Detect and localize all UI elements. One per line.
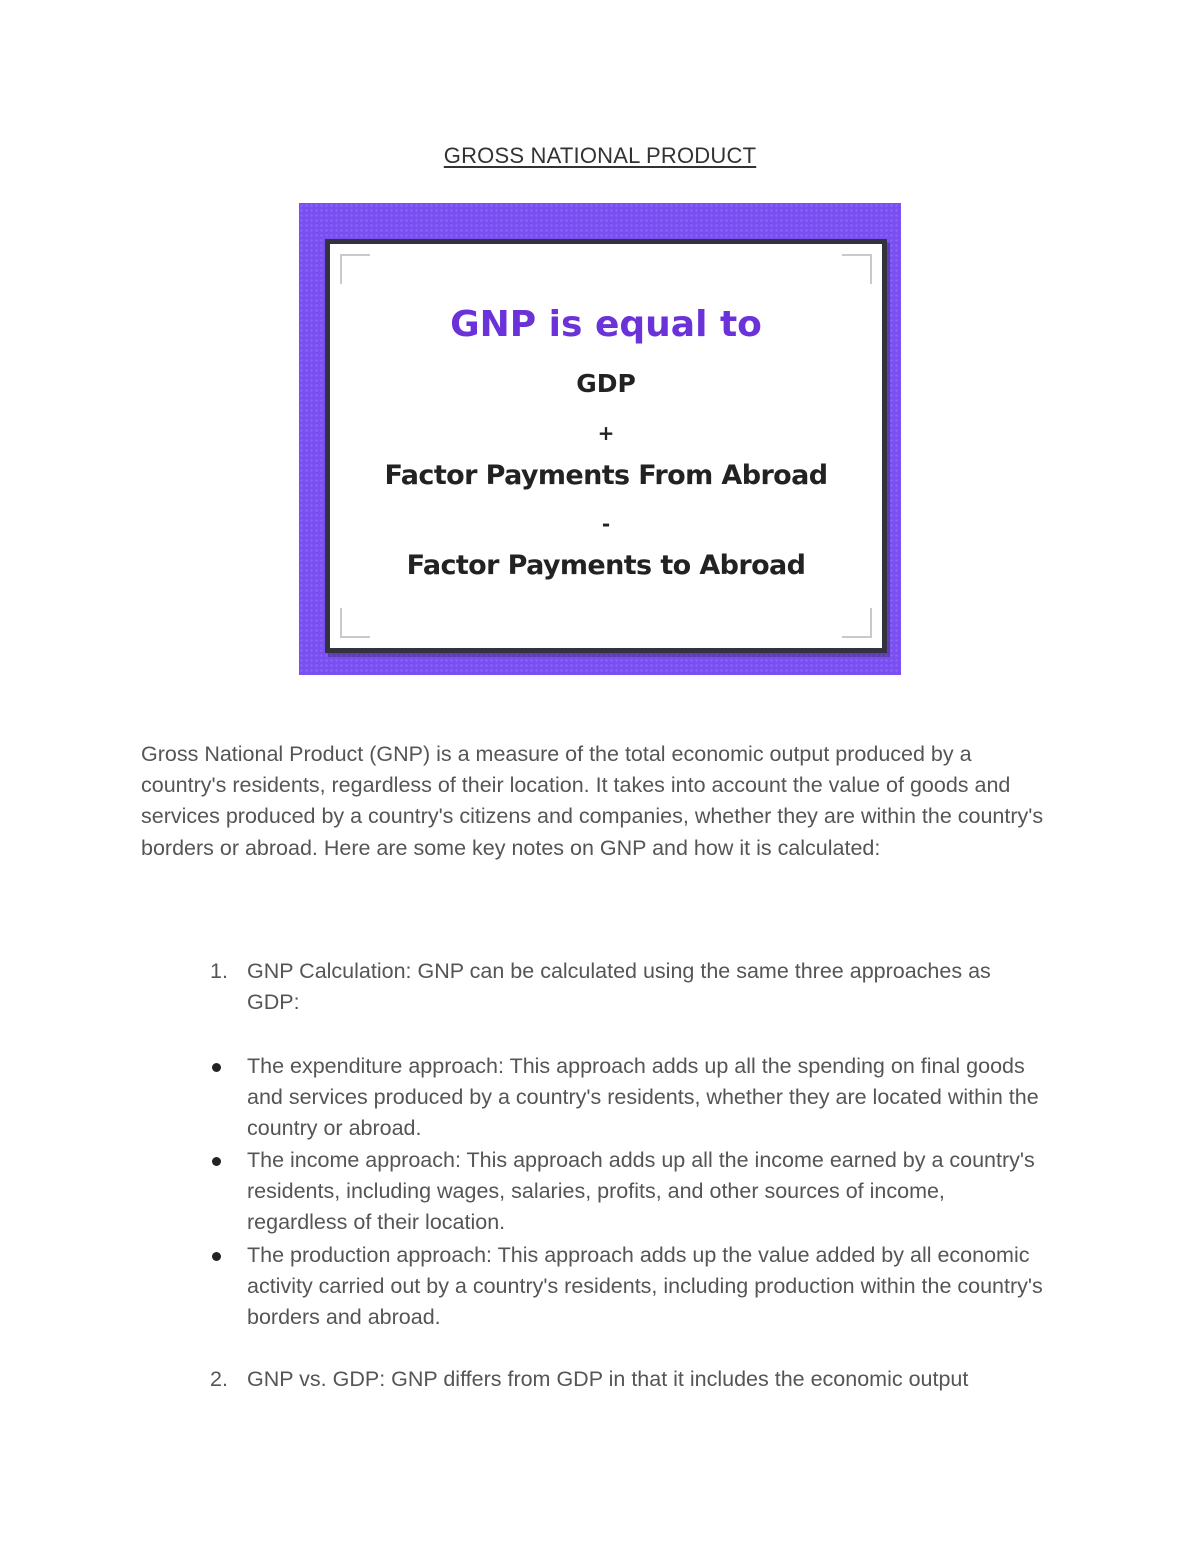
formula-gdp: GDP xyxy=(576,369,636,398)
bullet-text: The expenditure approach: This approach adds up all the spending on final goods and services produced by a country's residents, whether they are located within the country or abroad. xyxy=(247,1054,1039,1141)
list-item-text: GNP Calculation: GNP can be calculated using the same three approaches as GDP: xyxy=(247,959,991,1015)
list-number: 1. xyxy=(210,959,228,983)
formula-plus-sign: + xyxy=(597,421,615,445)
bullet-icon xyxy=(212,1252,221,1261)
list-number: 2. xyxy=(210,1367,228,1391)
corner-mark xyxy=(340,254,370,284)
intro-paragraph: Gross National Product (GNP) is a measure of the total economic output produced by a country's residents, regardless of their location. It takes into account the value of goods and services produced by a country's citizens and companies, whether they are within the country's borders or abroad. Here are some key notes on GNP and how it is calculated: xyxy=(141,742,1044,860)
corner-mark xyxy=(842,254,872,284)
document-title: GROSS NATIONAL PRODUCT xyxy=(443,143,757,168)
bullet-icon xyxy=(212,1157,221,1166)
formula-minus-sign: - xyxy=(601,512,611,536)
gnp-formula-image xyxy=(299,203,901,675)
bullet-text: The production approach: This approach adds up the value added by all economic activity carried out by a country's residents, including production within the country's borders and abroad. xyxy=(247,1243,1043,1330)
corner-mark xyxy=(340,608,370,638)
list-item-text: GNP vs. GDP: GNP differs from GDP in that it includes the economic output xyxy=(247,1367,969,1391)
formula-payments-from-abroad: Factor Payments From Abroad xyxy=(384,460,828,491)
bullet-icon xyxy=(212,1063,221,1072)
corner-mark xyxy=(842,608,872,638)
formula-payments-to-abroad: Factor Payments to Abroad xyxy=(406,550,806,581)
formula-card xyxy=(325,239,887,653)
bullet-text: The income approach: This approach adds up all the income earned by a country's residents, including wages, salaries, profits, and other sources of income, regardless of their location. xyxy=(247,1148,1035,1235)
formula-heading: GNP is equal to xyxy=(450,304,762,345)
